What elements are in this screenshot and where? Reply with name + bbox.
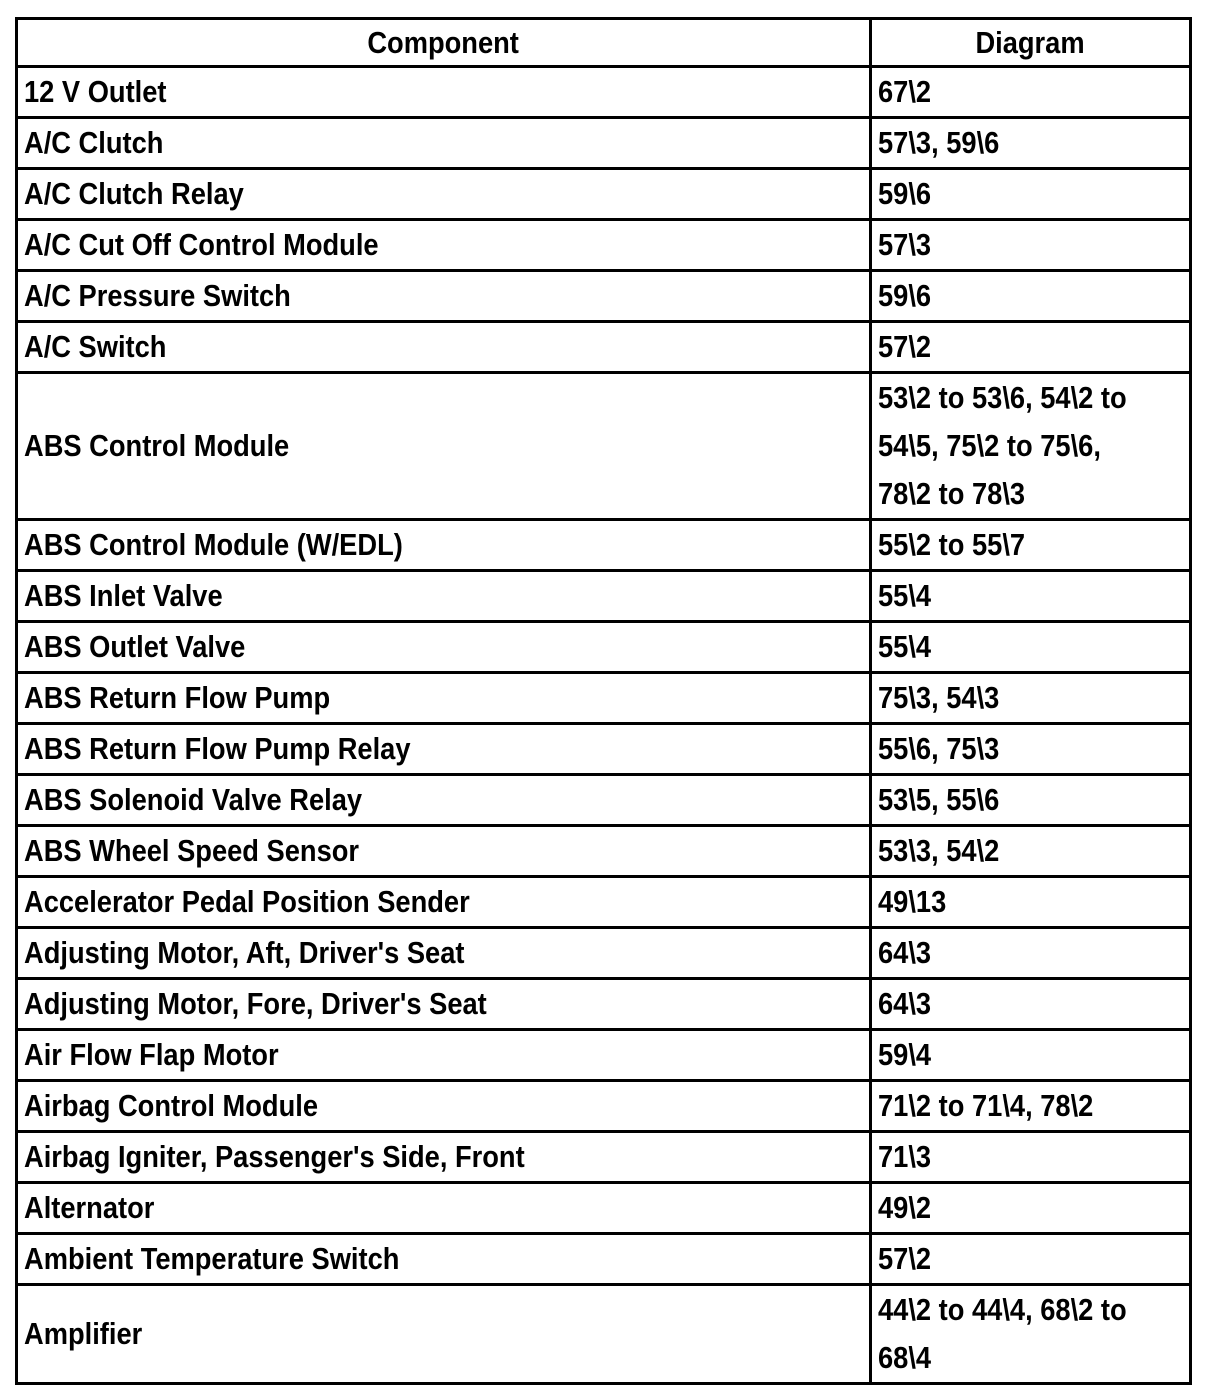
diagram-cell — [871, 673, 1191, 724]
diagram-ref: 71\2 to 71\4, 78\2 — [878, 1088, 1094, 1123]
table-row — [17, 67, 1191, 118]
component-cell — [17, 118, 871, 169]
component-cell — [17, 571, 871, 622]
component-label: ABS Control Module — [24, 428, 290, 463]
diagram-ref: 67\2 — [878, 74, 932, 109]
component-label: A/C Clutch — [24, 125, 164, 160]
component-column-header — [17, 19, 871, 67]
component-cell — [17, 373, 871, 520]
component-label: 12 V Outlet — [24, 74, 167, 109]
diagram-cell — [871, 979, 1191, 1030]
component-cell — [17, 673, 871, 724]
component-cell — [17, 724, 871, 775]
diagram-cell — [871, 877, 1191, 928]
component-cell — [17, 622, 871, 673]
component-index-table — [15, 17, 1192, 1385]
diagram-ref: 64\3 — [878, 935, 932, 970]
diagram-cell — [871, 322, 1191, 373]
table-header-row — [17, 19, 1191, 67]
table-row — [17, 520, 1191, 571]
component-label: A/C Cut Off Control Module — [24, 227, 379, 262]
diagram-ref: 59\6 — [878, 176, 932, 211]
table-row — [17, 322, 1191, 373]
component-cell — [17, 1183, 871, 1234]
component-cell — [17, 826, 871, 877]
component-cell — [17, 928, 871, 979]
component-cell — [17, 1234, 871, 1285]
table-row — [17, 1081, 1191, 1132]
table-row — [17, 1132, 1191, 1183]
component-label: ABS Return Flow Pump Relay — [24, 731, 411, 766]
component-cell — [17, 877, 871, 928]
component-cell — [17, 1285, 871, 1384]
component-label: Adjusting Motor, Aft, Driver's Seat — [24, 935, 465, 970]
diagram-ref: 55\4 — [878, 629, 932, 664]
diagram-cell — [871, 724, 1191, 775]
table-row — [17, 220, 1191, 271]
component-cell — [17, 1081, 871, 1132]
diagram-cell — [871, 1132, 1191, 1183]
component-label: ABS Outlet Valve — [24, 629, 246, 664]
component-label: ABS Wheel Speed Sensor — [24, 833, 360, 868]
diagram-cell — [871, 1234, 1191, 1285]
table-row — [17, 373, 1191, 520]
component-label: Adjusting Motor, Fore, Driver's Seat — [24, 986, 487, 1021]
table-row — [17, 1183, 1191, 1234]
diagram-ref: 55\2 to 55\7 — [878, 527, 1026, 562]
diagram-ref: 57\3, 59\6 — [878, 125, 1000, 160]
component-cell — [17, 1030, 871, 1081]
component-cell — [17, 67, 871, 118]
table-row — [17, 169, 1191, 220]
component-cell — [17, 979, 871, 1030]
table-row — [17, 271, 1191, 322]
diagram-ref: 53\5, 55\6 — [878, 782, 1000, 817]
diagram-cell — [871, 928, 1191, 979]
diagram-ref: 71\3 — [878, 1139, 932, 1174]
component-label: ABS Inlet Valve — [24, 578, 223, 613]
component-label: Accelerator Pedal Position Sender — [24, 884, 470, 919]
component-cell — [17, 775, 871, 826]
diagram-ref: 49\2 — [878, 1190, 932, 1225]
component-cell — [17, 1132, 871, 1183]
table-row — [17, 118, 1191, 169]
diagram-ref-line: 68\4 — [878, 1340, 932, 1375]
diagram-cell — [871, 826, 1191, 877]
component-cell — [17, 169, 871, 220]
diagram-ref: 57\3 — [878, 227, 932, 262]
diagram-cell — [871, 1285, 1191, 1384]
table-row — [17, 622, 1191, 673]
diagram-cell — [871, 169, 1191, 220]
table-row — [17, 1030, 1191, 1081]
diagram-cell — [871, 1183, 1191, 1234]
diagram-ref: 57\2 — [878, 1241, 932, 1276]
diagram-ref: 55\6, 75\3 — [878, 731, 1000, 766]
diagram-ref: 49\13 — [878, 884, 947, 919]
diagram-cell — [871, 775, 1191, 826]
table-row — [17, 877, 1191, 928]
component-label: A/C Clutch Relay — [24, 176, 244, 211]
diagram-cell — [871, 220, 1191, 271]
component-label: Amplifier — [24, 1316, 143, 1351]
diagram-ref: 53\3, 54\2 — [878, 833, 1000, 868]
diagram-cell — [871, 571, 1191, 622]
diagram-cell — [871, 67, 1191, 118]
diagram-cell — [871, 520, 1191, 571]
component-label: ABS Return Flow Pump — [24, 680, 331, 715]
component-cell — [17, 520, 871, 571]
diagram-ref-line: 44\2 to 44\4, 68\2 to — [878, 1292, 1127, 1327]
table-row — [17, 928, 1191, 979]
diagram-ref: 55\4 — [878, 578, 932, 613]
diagram-cell — [871, 373, 1191, 520]
table-row — [17, 775, 1191, 826]
diagram-ref-line: 53\2 to 53\6, 54\2 to — [878, 380, 1127, 415]
component-cell — [17, 220, 871, 271]
diagram-ref: 75\3, 54\3 — [878, 680, 1000, 715]
diagram-ref-line: 78\2 to 78\3 — [878, 476, 1026, 511]
diagram-cell — [871, 118, 1191, 169]
diagram-column-header — [871, 19, 1191, 67]
diagram-cell — [871, 1030, 1191, 1081]
component-label: A/C Switch — [24, 329, 167, 364]
table-row — [17, 1234, 1191, 1285]
component-label: A/C Pressure Switch — [24, 278, 291, 313]
diagram-ref: 64\3 — [878, 986, 932, 1021]
component-label: Airbag Igniter, Passenger's Side, Front — [24, 1139, 525, 1174]
table-row — [17, 673, 1191, 724]
diagram-header-label: Diagram — [975, 25, 1086, 60]
component-label: ABS Solenoid Valve Relay — [24, 782, 363, 817]
diagram-cell — [871, 622, 1191, 673]
table-row — [17, 724, 1191, 775]
component-label: ABS Control Module (W/EDL) — [24, 527, 403, 562]
diagram-cell — [871, 271, 1191, 322]
component-label: Airbag Control Module — [24, 1088, 319, 1123]
component-label: Ambient Temperature Switch — [24, 1241, 400, 1276]
diagram-ref: 59\6 — [878, 278, 932, 313]
diagram-ref-line: 54\5, 75\2 to 75\6, — [878, 428, 1101, 463]
component-cell — [17, 271, 871, 322]
diagram-ref: 57\2 — [878, 329, 932, 364]
component-header-label: Component — [367, 25, 520, 60]
table-row — [17, 826, 1191, 877]
component-cell — [17, 322, 871, 373]
diagram-cell — [871, 1081, 1191, 1132]
component-label: Alternator — [24, 1190, 155, 1225]
table-row — [17, 979, 1191, 1030]
table-row — [17, 571, 1191, 622]
table-row — [17, 1285, 1191, 1384]
diagram-ref: 59\4 — [878, 1037, 932, 1072]
component-label: Air Flow Flap Motor — [24, 1037, 279, 1072]
